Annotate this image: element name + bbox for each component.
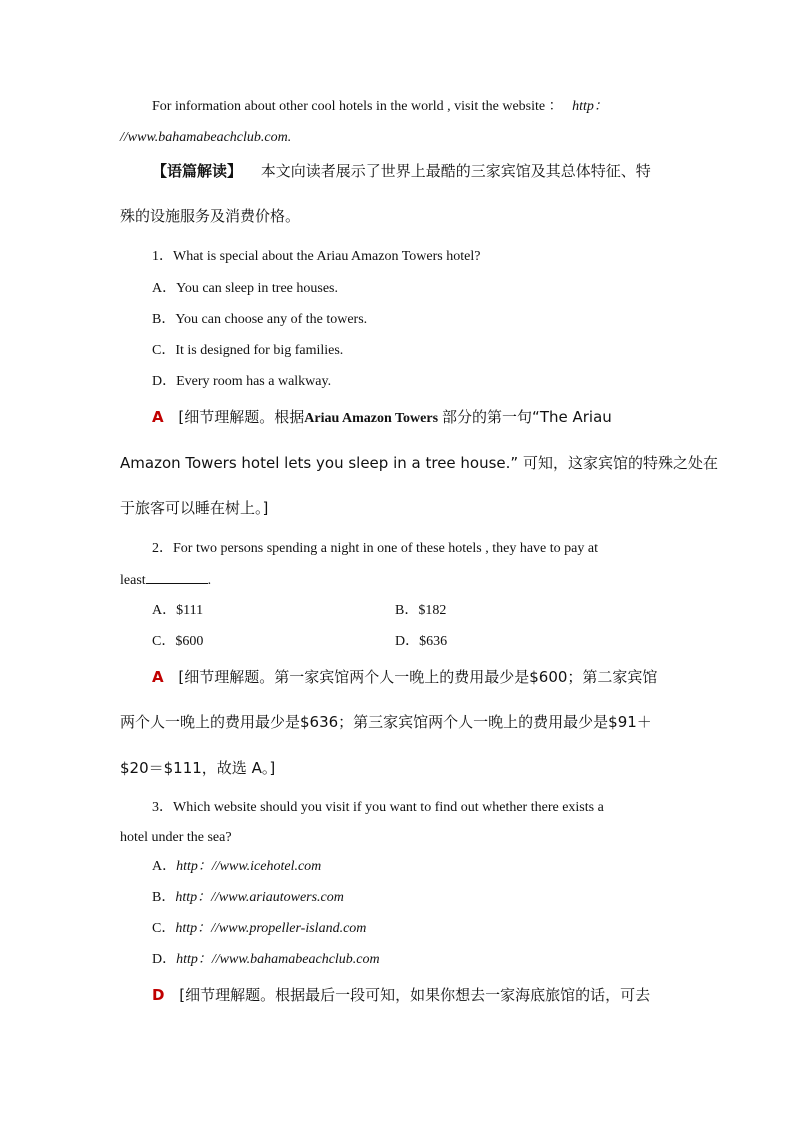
question-1-option-a: A．You can sleep in tree houses. <box>152 281 338 296</box>
q1-expl-bold: Ariau Amazon Towers <box>304 411 439 426</box>
question-3-option-c <box>152 920 366 938</box>
answer-blank <box>146 571 208 584</box>
question-2-options-row-1 <box>152 602 674 620</box>
question-3-stem-line-1: 3．Which website should you visit if you want to find out whether there exists a <box>152 800 604 815</box>
question-3-answer: D <box>152 986 165 1004</box>
q3-a-proto: http： <box>176 859 212 874</box>
q3-a-letter: A． <box>152 859 177 874</box>
question-2-explanation-line-3: $20＝$111，故选 A。] <box>120 759 276 777</box>
reading-text-1: 本文向读者展示了世界上最酷的三家宾馆及其总体特征、特 <box>260 162 651 180</box>
q3-c-proto: http： <box>175 921 212 936</box>
question-1-explanation-line-2: Amazon Towers hotel lets you sleep in a tree house.” 可知，这家宾馆的特殊之处在 <box>120 454 718 472</box>
question-3-option-a <box>152 858 321 876</box>
question-3-option-d <box>152 951 380 969</box>
question-2-option-b: B．$182 <box>395 603 447 618</box>
question-3-stem-line-2: hotel under the sea? <box>120 830 232 845</box>
question-1-answer: A <box>152 408 164 426</box>
question-2-option-c: C．$600 <box>152 634 204 649</box>
question-2-answer: A <box>152 668 164 686</box>
question-1-option-c: C．It is designed for big families. <box>152 343 344 358</box>
intro-line-1 <box>152 98 608 116</box>
q1-expl-mid: 部分的第一句“The Ariau <box>442 408 612 426</box>
question-2-stem-line-1: 2．For two persons spending a night in one of these hotels , they have to pay at <box>152 541 598 556</box>
question-2-explanation-line-2: 两个人一晚上的费用最少是$636；第三家宾馆两个人一晚上的费用最少是$91＋ <box>120 713 652 731</box>
question-2-option-a: A．$111 <box>152 603 204 618</box>
question-2-explanation-line-1 <box>152 668 657 686</box>
q3-c-url: //www.propeller-island.com <box>211 921 367 936</box>
q3-c-letter: C． <box>152 921 176 936</box>
q2-least: least <box>120 573 146 588</box>
question-3-option-b <box>152 889 344 907</box>
q2-expl-1: [细节理解题。第一家宾馆两个人一晚上的费用最少是$600；第二家宾馆 <box>178 668 658 686</box>
q3-b-proto: http： <box>175 890 212 905</box>
q3-b-letter: B． <box>152 890 176 905</box>
question-1-explanation-line-1 <box>152 408 612 428</box>
question-2-options-row-2 <box>152 633 674 651</box>
question-1-option-d: D．Every room has a walkway. <box>152 374 332 389</box>
q3-a-url: //www.icehotel.com <box>211 859 322 874</box>
intro-text: For information about other cool hotels in the world , visit the website ： <box>152 99 563 114</box>
question-1-option-b: B．You can choose any of the towers. <box>152 312 368 327</box>
question-3-explanation-line-1 <box>152 986 650 1004</box>
q3-d-proto: http： <box>176 952 212 967</box>
q3-d-url: //www.bahamabeachclub.com <box>211 952 380 967</box>
question-2-option-d: D．$636 <box>395 634 448 649</box>
question-1-explanation-line-3: 于旅客可以睡在树上。] <box>120 499 269 517</box>
intro-url-protocol: http： <box>572 99 608 114</box>
q3-d-letter: D． <box>152 952 177 967</box>
reading-label: 【语篇解读】 <box>152 162 243 180</box>
question-1-stem: 1．What is special about the Ariau Amazon Towers hotel? <box>152 249 481 264</box>
q3-expl-1: [细节理解题。根据最后一段可知，如果你想去一家海底旅馆的话，可去 <box>179 986 651 1004</box>
q1-expl-pre: [细节理解题。根据 <box>178 408 305 426</box>
q3-b-url: //www.ariautowers.com <box>211 890 344 905</box>
intro-line-2: //www.bahamabeachclub.com. <box>120 130 292 145</box>
question-2-stem-line-2 <box>120 571 211 590</box>
reading-summary-line-1 <box>152 162 651 180</box>
q2-period: . <box>207 573 212 588</box>
reading-summary-line-2: 殊的设施服务及消费价格。 <box>120 207 301 225</box>
